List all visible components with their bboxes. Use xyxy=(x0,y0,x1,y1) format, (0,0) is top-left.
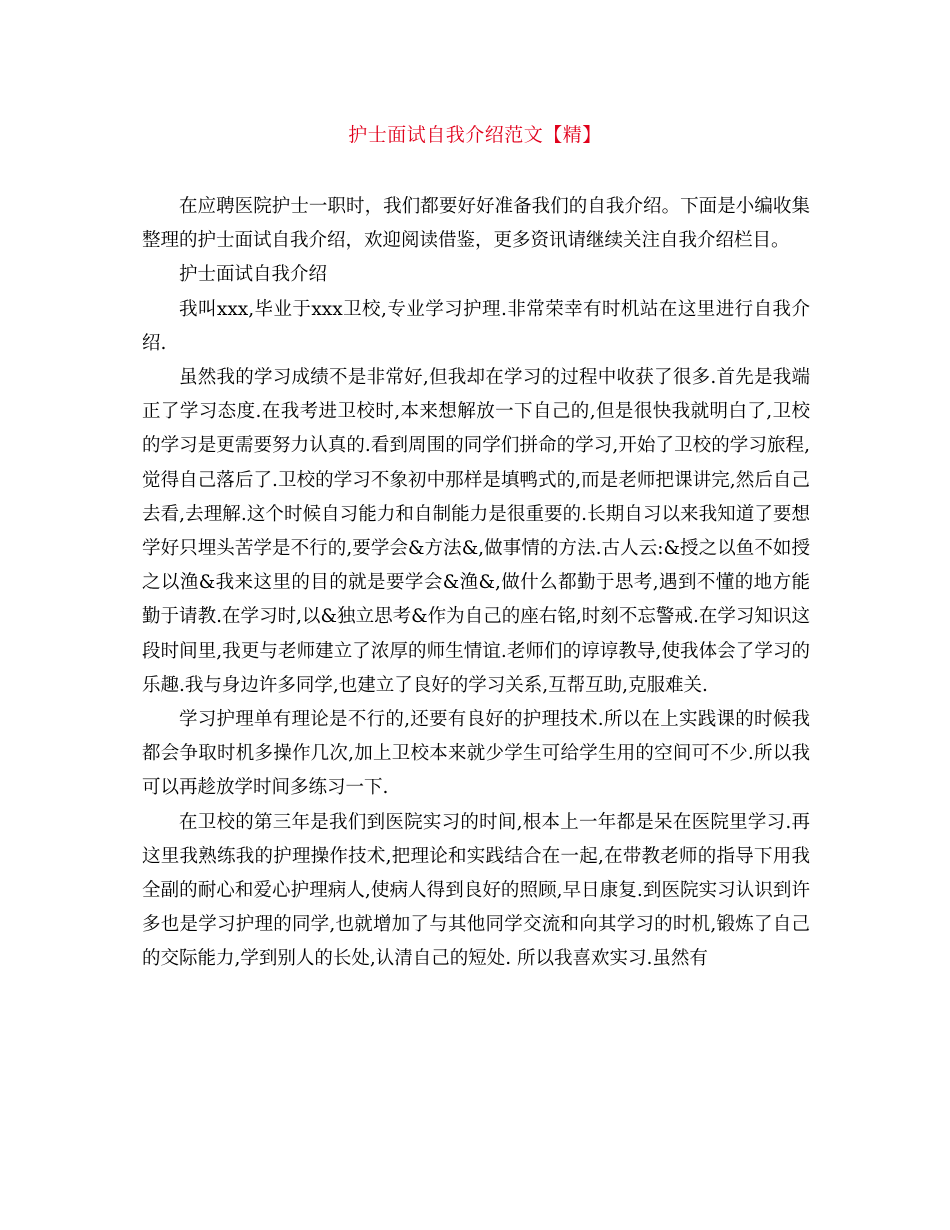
paragraph: 虽然我的学习成绩不是非常好,但我却在学习的过程中收获了很多.首先是我端正了学习态度.在我考进卫校时,本来想解放一下自己的,但是很快我就明白了,卫校的学习是更需要努力认真的.看到周围的同学们拼命的学习,开始了卫校的学习旅程,觉得自己落后了.卫校的学习不象初中那样是填鸭式的,而是老师把课讲完,然后自己去看,去理解.这个时候自习能力和自制能力是很重要的.长期自习以来我知道了要想学好只埋头苦学是不行的,要学会&方法&,做事情的方法.古人云:&授之以鱼不如授之以渔&我来这里的目的就是要学会&渔&,做什么都勤于思考,遇到不懂的地方能勤于请教.在学习时,以&独立思考&作为自己的座右铭,时刻不忘警戒.在学习知识这段时间里,我更与老师建立了浓厚的师生情谊.老师们的谆谆教导,使我体会了学习的乐趣.我与身边许多同学,也建立了良好的学习关系,互帮互助,克服难关. xyxy=(142,367,810,696)
document-body xyxy=(142,190,810,977)
section-heading: 护士面试自我介绍 xyxy=(179,264,328,286)
paragraph: 在卫校的第三年是我们到医院实习的时间,根本上一年都是呆在医院里学习.再这里我熟练我的护理操作技术,把理论和实践结合在一起,在带教老师的指导下用我全副的耐心和爱心护理病人,使病人得到良好的照顾,早日康复.到医院实习认识到许多也是学习护理的同学,也就增加了与其他同学交流和向其学习的时机,锻炼了自己的交际能力,学到别人的长处,认清自己的短处. 所以我喜欢实习.虽然有 xyxy=(142,811,810,970)
document-title: 护士面试自我介绍范文【精】 xyxy=(348,124,602,146)
paragraph: 学习护理单有理论是不行的,还要有良好的护理技术.所以在上实践课的时候我都会争取时机多操作几次,加上卫校本来就少学生可给学生用的空间可不少.所以我可以再趁放学时间多练习一下. xyxy=(142,709,810,799)
paragraph-intro: 在应聘医院护士一职时，我们都要好好准备我们的自我介绍。下面是小编收集整理的护士面试自我介绍，欢迎阅读借鉴，更多资讯请继续关注自我介绍栏目。 xyxy=(142,196,810,252)
paragraph: 我叫xxx,毕业于xxx卫校,专业学习护理.非常荣幸有时机站在这里进行自我介绍. xyxy=(142,298,810,354)
